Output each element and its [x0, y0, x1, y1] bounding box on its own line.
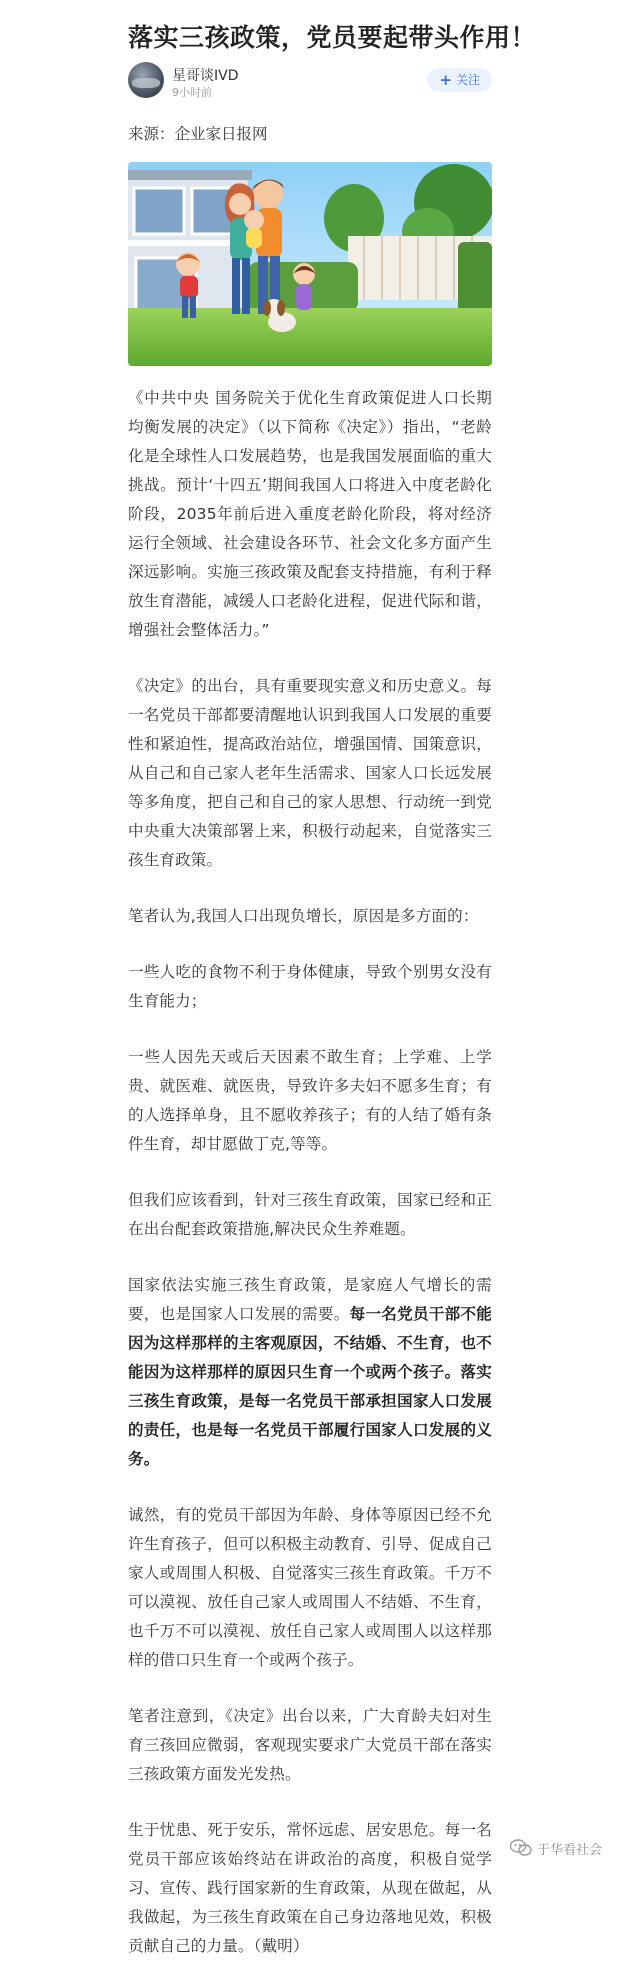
paragraph-text: 笔者注意到，《决定》出台以来，广大育龄夫妇对生育三孩回应微弱，客观现实要求广大党员干部在落实三孩政策方面发光发热。: [128, 1707, 492, 1783]
paragraph: [128, 384, 492, 645]
paragraph-text: 笔者认为,我国人口出现负增长，原因是多方面的：: [128, 907, 479, 925]
publish-time: 9小时前: [172, 86, 212, 99]
paragraph: [128, 958, 492, 1016]
paragraph-text: 生于忧患、死于安乐，常怀远虑、居安思危。每一名党员干部应该始终站在讲政治的高度，积极自觉学习、宣传、践行国家新的生育政策，从现在做起，从我做起，为三孩生育政策在自己身边落地见效，积极贡献自己的力量。（戴明）: [128, 1821, 492, 1955]
paragraph: [128, 1702, 492, 1789]
paragraph: [128, 1816, 492, 1961]
paragraph: [128, 672, 492, 875]
paragraph-text: 一些人因先天或后天因素不敢生育；上学难、上学贵、就医难、就医贵，导致许多夫妇不愿多生育；有的人选择单身，且不愿收养孩子；有的人结了婚有条件生育，却甘愿做丁克,等等。: [128, 1048, 492, 1153]
paragraph: [128, 1501, 492, 1675]
paragraph: [128, 1043, 492, 1159]
paragraph-text: 国家依法实施三孩生育政策，是家庭人气增长的需要，也是国家人口发展的需要。: [128, 1276, 492, 1323]
author-row: [128, 62, 492, 102]
watermark-text: 于华看社会: [537, 1842, 603, 1858]
paragraph: [128, 1271, 492, 1474]
paragraph-text: 一些人吃的食物不利于身体健康，导致个别男女没有生育能力；: [128, 963, 492, 1010]
article-source: 来源：企业家日报网: [128, 125, 268, 143]
paragraph-text: 《决定》的出台，具有重要现实意义和历史意义。每一名党员干部都要清醒地认识到我国人口发展的重要性和紧迫性，提高政治站位，增强国情、国策意识，从自己和自己家人老年生活需求、国家人口长远发展等多角度，把自己和自己的家人思想、行动统一到党中央重大决策部署上来，积极行动起来，自觉落实三孩生育政策。: [128, 677, 492, 869]
follow-label: 关注: [455, 73, 480, 87]
article-title: 落实三孩政策，党员要起带头作用！: [128, 23, 537, 52]
wechat-icon: [510, 1839, 532, 1857]
paragraph: [128, 1186, 492, 1244]
paragraph-text: 但我们应该看到，针对三孩生育政策，国家已经和正在出台配套政策措施,解决民众生养难题。: [128, 1191, 492, 1238]
follow-button[interactable]: [427, 68, 492, 92]
family-illustration: [128, 162, 492, 366]
paragraph-text: 诚然，有的党员干部因为年龄、身体等原因已经不允许生育孩子，但可以积极主动教育、引导、促成自己家人或周围人积极、自觉落实三孩生育政策。千万不可以漠视、放任自己家人或周围人不结婚、不生育，也千万不可以漠视、放任自己家人或周围人以这样那样的借口只生育一个或两个孩子。: [128, 1506, 492, 1669]
paragraph-text: 《中共中央 国务院关于优化生育政策促进人口长期均衡发展的决定》（以下简称《决定》）指出，“老龄化是全球性人口发展趋势，也是我国发展面临的重大挑战。预计‘十四五’期间我国人口将进入中度老龄化阶段，2035年前后进入重度老龄化阶段，将对经济运行全领域、社会建设各环节、社会文化多方面产生深远影响。实施三孩政策及配套支持措施，有利于释放生育潜能，减缓人口老龄化进程，促进代际和谐，增强社会整体活力。”: [128, 389, 492, 639]
hero-image: [128, 162, 492, 366]
author-avatar[interactable]: [128, 62, 164, 98]
watermark: [510, 1836, 602, 1860]
author-name[interactable]: 星哥谈IVD: [172, 68, 239, 84]
paragraph: [128, 902, 492, 931]
paragraph-bold-text: 每一名党员干部不能因为这样那样的主客观原因，不结婚、不生育，也不能因为这样那样的原因只生育一个或两个孩子。落实三孩生育政策，是每一名党员干部承担国家人口发展的责任，也是每一名党员干部履行国家人口发展的义务。: [128, 1305, 492, 1468]
article-body: [128, 384, 492, 1988]
plus-icon: +: [439, 71, 452, 89]
